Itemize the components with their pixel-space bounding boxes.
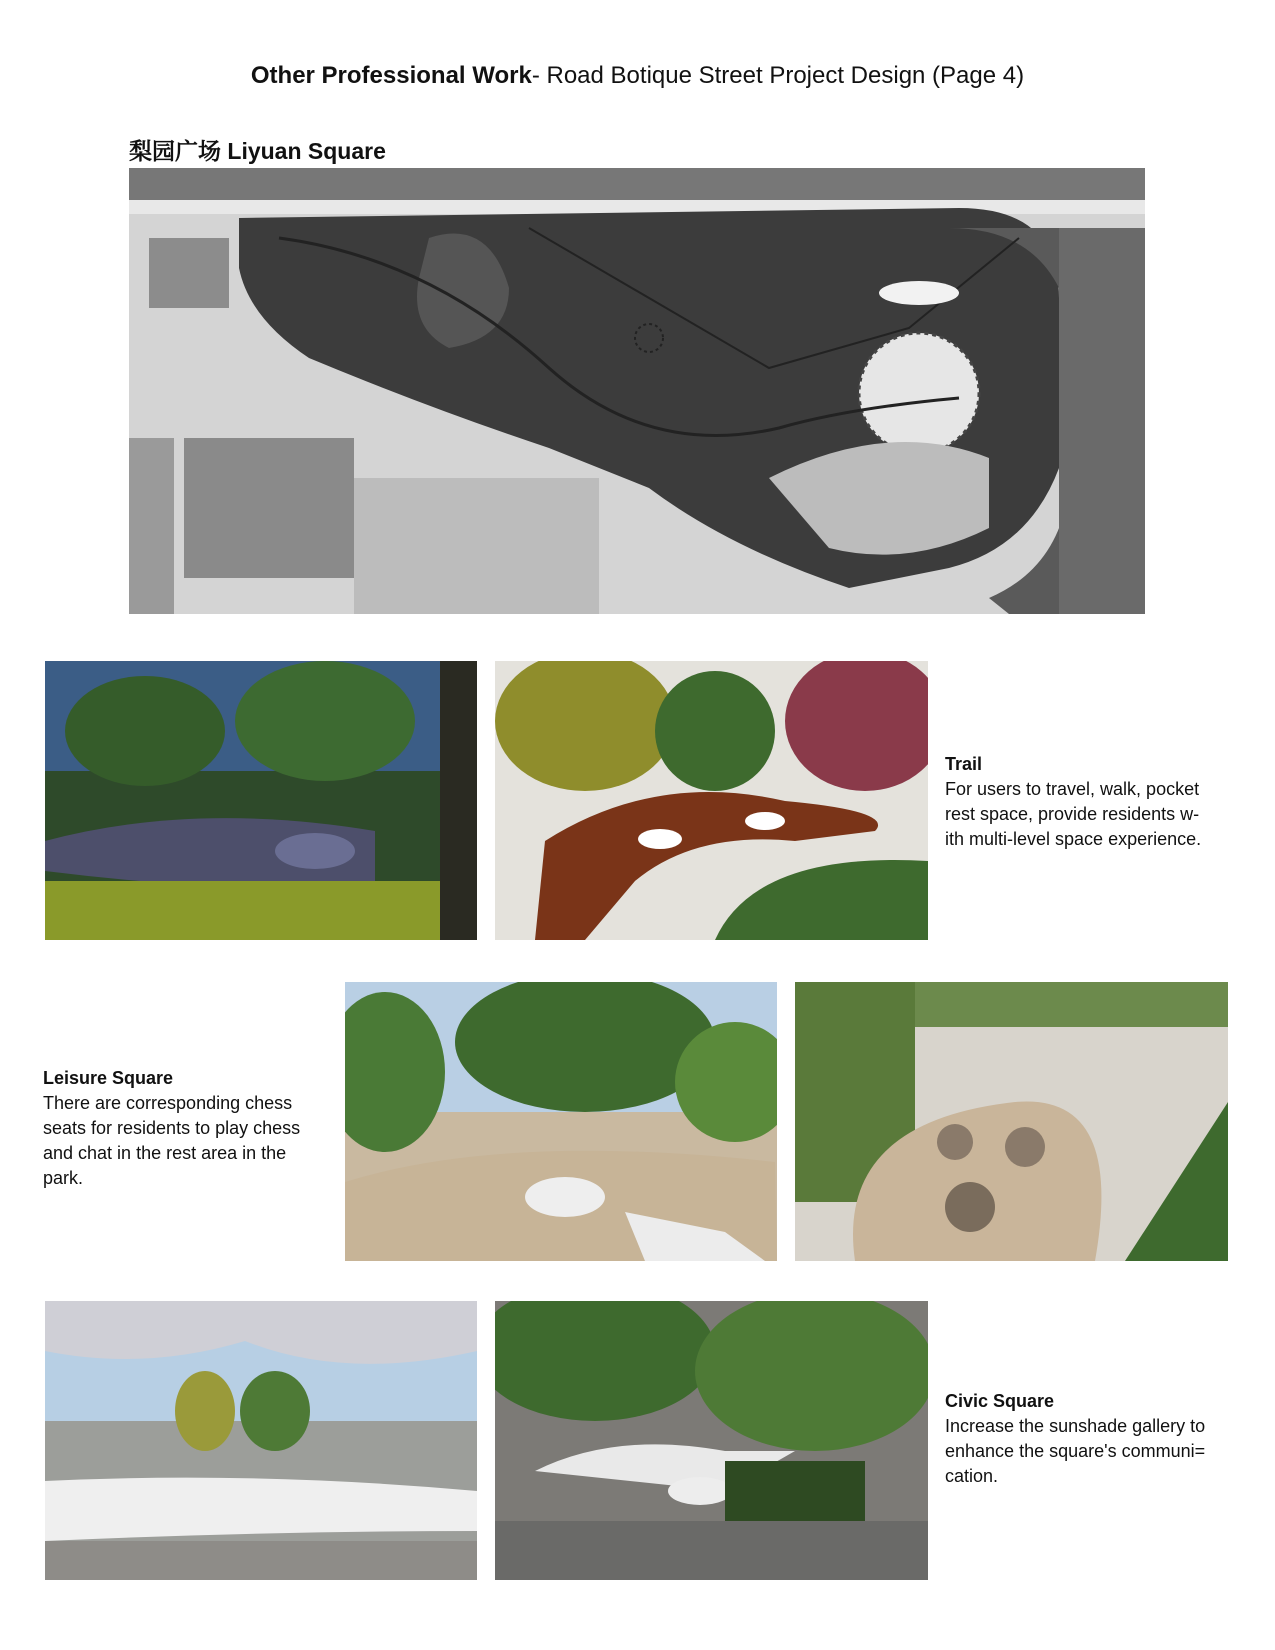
- page-title: [0, 62, 1275, 90]
- leisure-render-2: [795, 982, 1228, 1261]
- trail-render-1: [45, 661, 477, 940]
- trail-caption-body: For users to travel, walk, pocket rest space, provide residents w- ith multi-level space experience.: [945, 779, 1202, 849]
- civic-render-2: [495, 1301, 928, 1580]
- site-plan-image: [129, 168, 1145, 614]
- section-title: 梨园广场 Liyuan Square: [129, 138, 386, 164]
- civic-caption-title: Civic Square: [945, 1391, 1055, 1411]
- civic-caption-body: Increase the sunshade gallery to enhance the square's communi= cation.: [945, 1416, 1206, 1486]
- leisure-render-1: [345, 982, 777, 1261]
- civic-caption: [945, 1389, 1245, 1489]
- page-title-bold: Other Professional Work: [250, 62, 532, 89]
- leisure-caption-title: Leisure Square: [43, 1068, 174, 1088]
- trail-caption: [945, 752, 1245, 852]
- trail-render-2: [495, 661, 928, 940]
- civic-render-1: [45, 1301, 477, 1580]
- trail-caption-title: Trail: [945, 754, 983, 774]
- page-title-rest: - Road Botique Street Project Design (Page 4): [531, 62, 1025, 89]
- leisure-caption: [43, 1066, 343, 1191]
- leisure-caption-body: There are corresponding chess seats for residents to play chess and chat in the rest area in the park.: [43, 1093, 301, 1188]
